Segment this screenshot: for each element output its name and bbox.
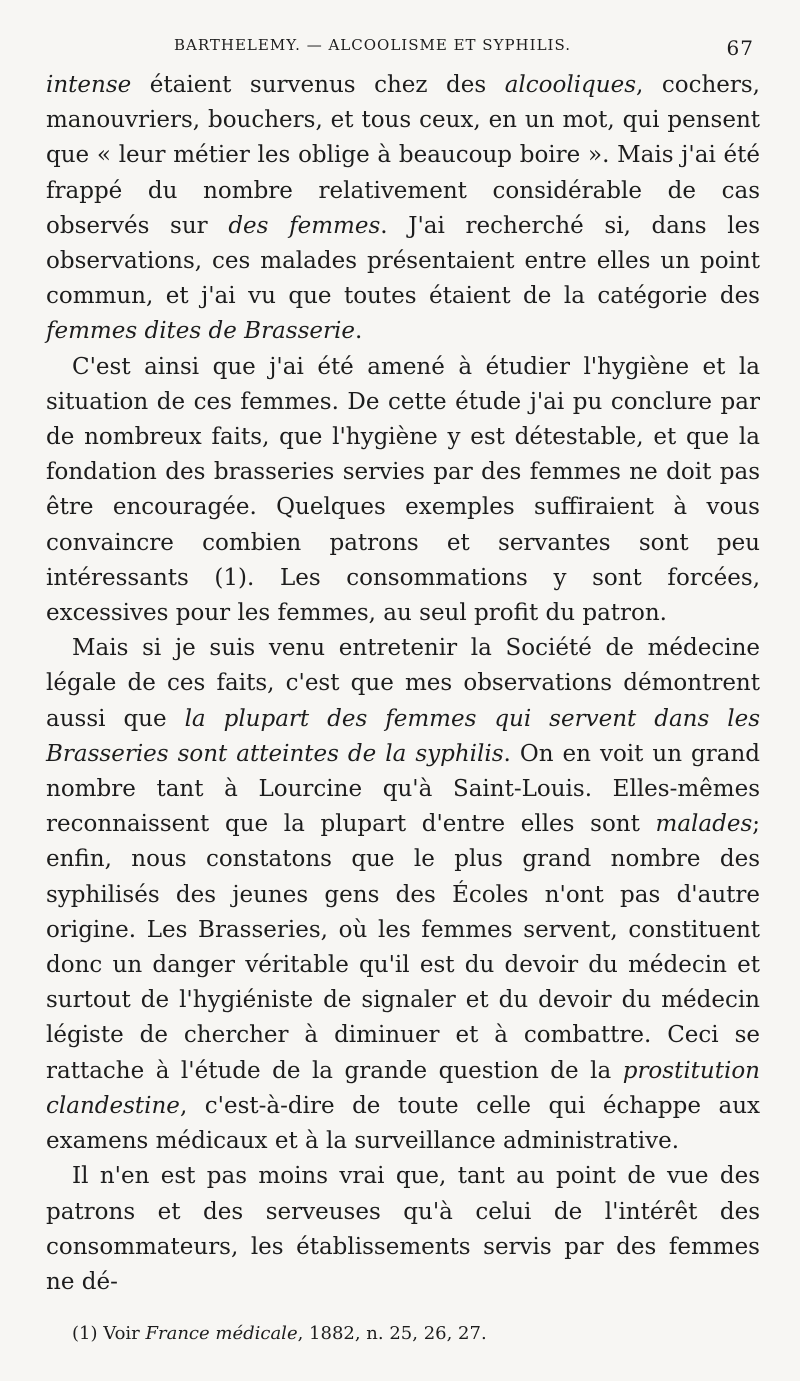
footnote-text-after: , 1882, n. 25, 26, 27.: [297, 1323, 487, 1344]
text-run: étaient survenus chez des: [131, 72, 505, 98]
paragraph: [46, 1159, 760, 1300]
running-head: BARTHELEMY. — ALCOOLISME ET SYPHILIS.: [174, 36, 571, 54]
italic-text: femmes dites de Brasserie: [46, 318, 355, 345]
text-run: . On en voit un grand nombre tant à Lourcine qu'à Saint-Louis. Elles-mêmes reconnaissent que la plupart d'entre elles sont: [46, 740, 760, 838]
paragraph: [46, 68, 760, 350]
text-run: Mais si je suis venu entretenir la Société de médecine légale de ces faits, c'est que mes observations démontrent aussi que: [46, 635, 760, 732]
footnote: [72, 1322, 752, 1346]
footnote-text-before: Voir: [97, 1323, 146, 1344]
italic-text: alcooliques: [504, 72, 637, 98]
page-number: 67: [726, 36, 754, 60]
text-run: ; enfin, nous constatons que le plus grand nombre des syphilisés des jeunes gens des Écoles n'ont pas d'autre origine. Les Brasseries, où les femmes servent, constituent donc un danger véritable qu'il est du devoir du médecin et surtout de l'hygiéniste de signaler et du devoir du médecin légiste de chercher à diminuer et à combattre. Ceci se rattache à l'étude de la grande question de la: [46, 811, 760, 1084]
paragraph: [46, 631, 760, 1159]
text-run: Il n'en est pas moins vrai que, tant au point de vue des patrons et des serveuses qu'à celui de l'intérêt des consommateurs, les établissements servis par des femmes ne dé-: [46, 1163, 760, 1295]
italic-text: des femmes: [228, 212, 381, 239]
body-text: [46, 68, 760, 1300]
footnote-title: France médicale: [145, 1323, 298, 1344]
text-run: . J'ai recherché si, dans les observations, ces malades présentaient entre elles un point commun, et j'ai vu que toutes étaient de la catégorie des: [46, 212, 761, 310]
italic-text: intense: [46, 72, 132, 98]
text-run: C'est ainsi que j'ai été amené à étudier l'hygiène et la situation de ces femmes. De cette étude j'ai pu conclure par de nombreux faits, que l'hygiène y est détestable, et que la fondation des brasseries servies par des femmes ne doit pas être encouragée. Quelques exemples suffiraient à vous convaincre combien patrons et servantes sont peu intéressants (1). Les consommations y sont forcées, excessives pour les femmes, au seul profit du patron.: [46, 353, 760, 627]
text-run: , c'est-à-dire de toute celle qui échappe aux examens médicaux et à la surveillance administrative.: [46, 1092, 760, 1155]
text-run: , cochers, manouvriers, bouchers, et tous ceux, en un mot, qui pensent que « leur métier les oblige à beaucoup boire ». Mais j'ai été frappé du nombre relativement considérable de cas observés sur: [46, 72, 760, 239]
paragraph: [46, 350, 760, 632]
italic-text: prostitution clandestine: [46, 1057, 760, 1119]
italic-text: malades: [655, 811, 753, 838]
italic-text: la plupart des femmes qui servent dans les Brasseries sont atteintes de la syphilis: [46, 705, 760, 767]
page-header: [40, 36, 760, 60]
text-run: .: [354, 318, 363, 345]
footnote-marker: (1): [72, 1323, 98, 1344]
